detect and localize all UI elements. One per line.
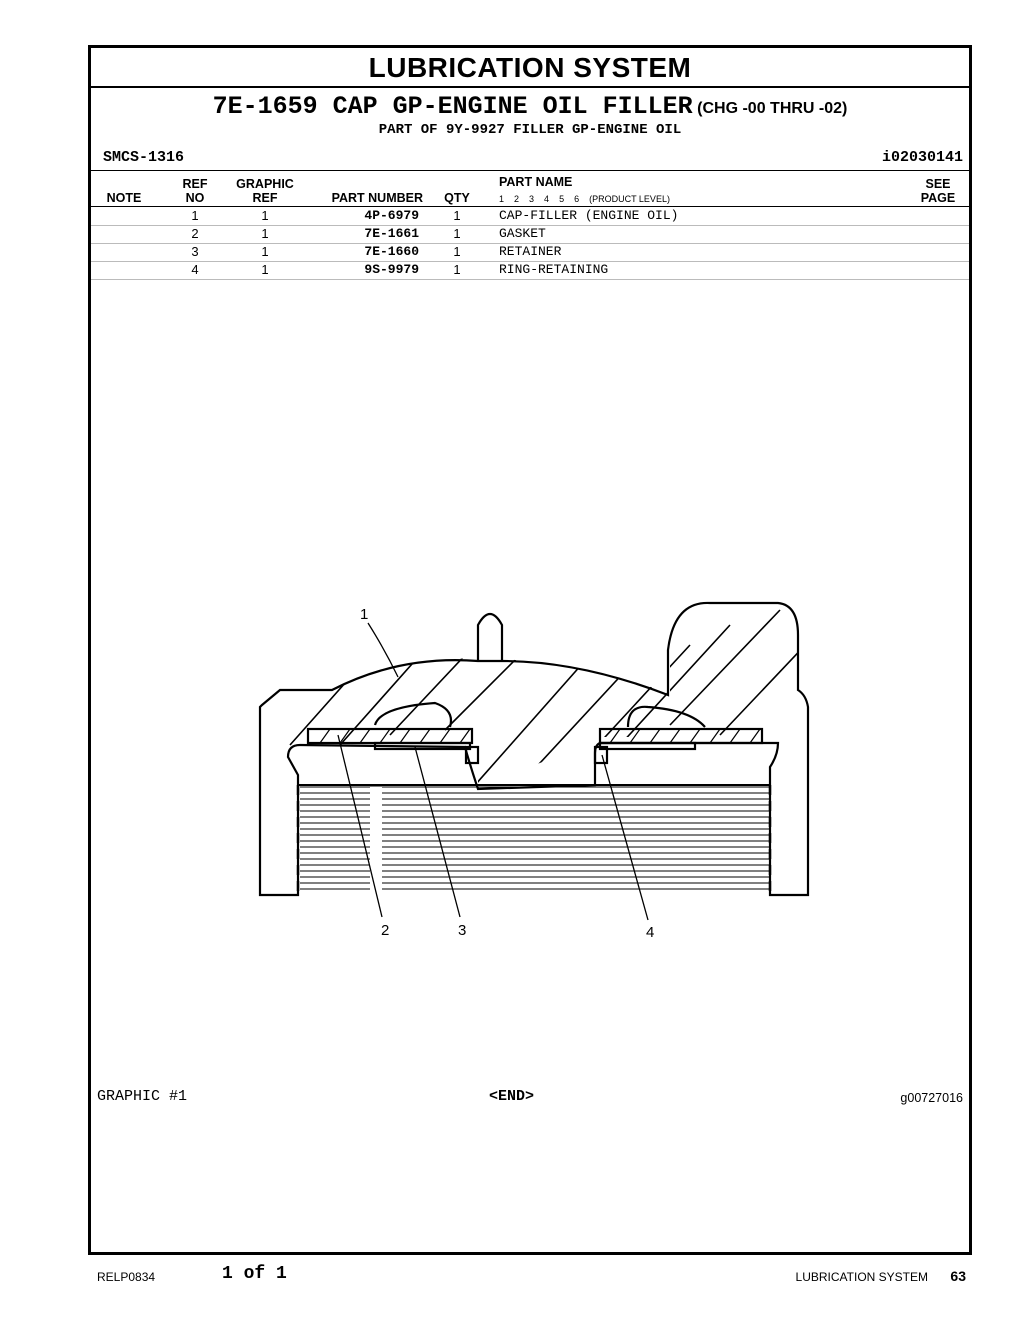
table-row	[91, 207, 969, 226]
part-number: 9S-9979	[364, 262, 419, 277]
ref-no: 3	[191, 244, 199, 259]
level-1: 1	[499, 194, 505, 204]
qty: 1	[453, 262, 461, 277]
col-part-number: PART NUMBER	[331, 191, 423, 205]
graphic-ref: 1	[261, 208, 269, 223]
level-6: 6	[574, 194, 580, 204]
group-part-number: 7E-1659 CAP GP-ENGINE OIL FILLER	[212, 92, 693, 121]
section-title: LUBRICATION SYSTEM	[91, 48, 969, 88]
callout-4: 4	[646, 924, 655, 941]
graphic-id: g00727016	[900, 1091, 963, 1105]
col-ref-bottom: NO	[185, 191, 205, 205]
col-note: NOTE	[106, 191, 142, 205]
part-name: RETAINER	[499, 244, 562, 259]
part-number: 7E-1660	[364, 244, 419, 259]
table-row	[91, 261, 969, 280]
gasket-right	[600, 729, 762, 743]
qty: 1	[453, 244, 461, 259]
part-number: 7E-1661	[364, 226, 419, 241]
ref-no: 1	[191, 208, 199, 223]
cap-body-outline	[260, 603, 808, 895]
level-4: 4	[544, 194, 550, 204]
col-qty: QTY	[444, 191, 470, 205]
callout-2: 2	[381, 922, 390, 939]
product-levels	[499, 194, 680, 204]
header-divider-top	[91, 170, 969, 171]
cap-hatching	[290, 610, 810, 790]
callout-3: 3	[458, 922, 467, 939]
graphic-ref: 1	[261, 244, 269, 259]
col-graphic-top: GRAPHIC	[236, 177, 294, 191]
left-lug	[375, 703, 451, 727]
qty: 1	[453, 208, 461, 223]
qty: 1	[453, 226, 461, 241]
page-number: 63	[950, 1268, 966, 1284]
level-label: (PRODUCT LEVEL)	[589, 194, 670, 204]
page-of-indicator: 1 of 1	[222, 1264, 287, 1284]
illustration-id: i02030141	[881, 149, 963, 166]
col-see-bottom: PAGE	[920, 191, 956, 205]
gasket-hatching	[320, 729, 760, 743]
gasket-left	[308, 729, 472, 743]
col-ref-top: REF	[182, 177, 208, 191]
document-id: RELP0834	[97, 1270, 156, 1284]
graphic-ref: 1	[261, 226, 269, 241]
footer-section-name: LUBRICATION SYSTEM	[795, 1270, 928, 1284]
graphic-label: GRAPHIC #1	[97, 1088, 188, 1105]
part-name: CAP-FILLER (ENGINE OIL)	[499, 208, 679, 223]
col-part-name: PART NAME	[499, 175, 573, 189]
level-2: 2	[514, 194, 520, 204]
group-title	[91, 92, 969, 121]
cap-cross-section-drawing	[250, 595, 830, 945]
part-name: GASKET	[499, 226, 546, 241]
col-graphic-bottom: REF	[252, 191, 278, 205]
ref-no: 4	[191, 262, 199, 277]
level-3: 3	[529, 194, 535, 204]
level-5: 5	[559, 194, 565, 204]
table-row	[91, 225, 969, 244]
part-number: 4P-6979	[364, 208, 419, 223]
cap-knob	[478, 614, 502, 661]
col-see-top: SEE	[925, 177, 951, 191]
table-row	[91, 243, 969, 262]
ref-no: 2	[191, 226, 199, 241]
group-change-range: (CHG -00 THRU -02)	[697, 100, 848, 117]
end-marker: <END>	[489, 1088, 535, 1105]
leader-lines	[338, 623, 648, 920]
graphic-ref: 1	[261, 262, 269, 277]
callout-1: 1	[360, 606, 369, 623]
part-name: RING-RETAINING	[499, 262, 609, 277]
retainer-right	[600, 743, 695, 749]
smcs-code: SMCS-1316	[103, 149, 185, 166]
part-of-label: PART OF 9Y-9927 FILLER GP-ENGINE OIL	[378, 122, 682, 138]
